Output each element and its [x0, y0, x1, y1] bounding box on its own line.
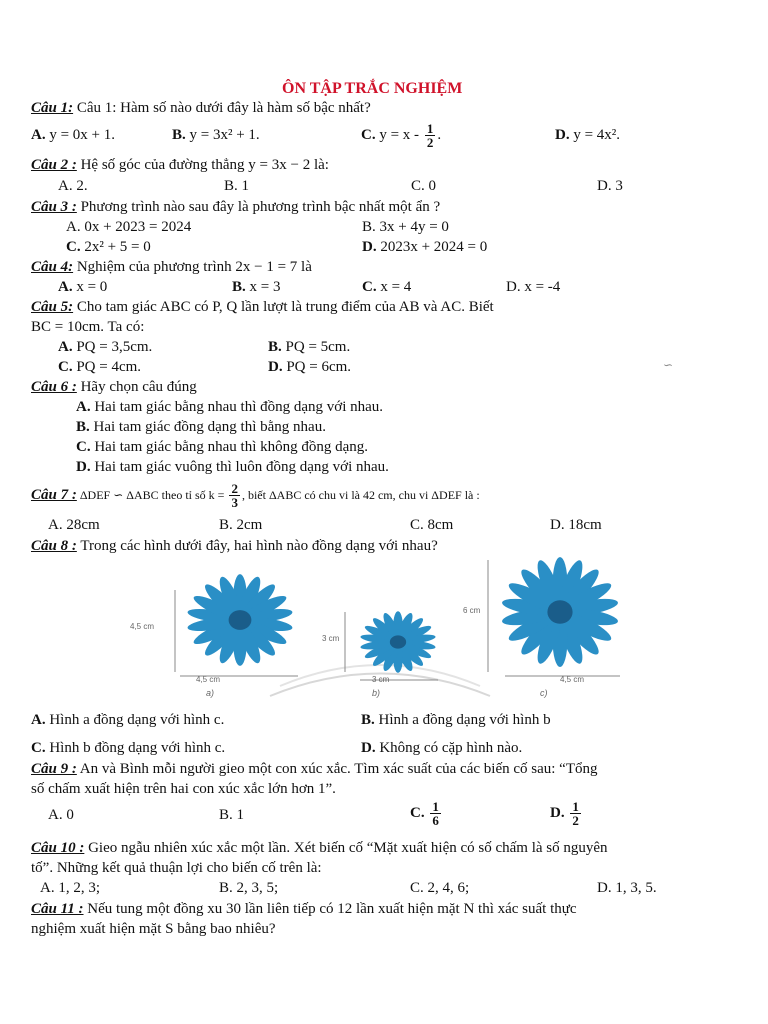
q3-option-c: C. 2x² + 5 = 0	[66, 239, 151, 255]
q4-option-b: B. x = 3	[232, 279, 281, 295]
q6-option-b: B. Hai tam giác đồng dạng thì bằng nhau.	[76, 419, 326, 435]
question-text: Trong các hình dưới đây, hai hình nào đồng dạng với nhau?	[76, 538, 438, 554]
flower-c	[501, 557, 619, 667]
q5-option-a: A. PQ = 3,5cm.	[58, 339, 153, 355]
question-text: Nghiệm của phương trình 2x − 1 = 7 là	[73, 259, 312, 275]
fraction: $\frac{2}{3}$	[231, 481, 238, 510]
question-5: Câu 5: Cho tam giác ABC có P, Q lần lượt là trung điểm của AB và AC. Biết	[31, 299, 494, 315]
q2-option-a: A. 2.	[58, 178, 88, 194]
question-9-cont: số chấm xuất hiện trên hai con xúc xắc lớn hơn 1”.	[31, 781, 336, 797]
q9-option-b: B. 1	[219, 807, 245, 823]
q9-option-a: A. 0	[48, 807, 74, 823]
q4-option-a: A. x = 0	[58, 279, 108, 295]
q6-option-c: C. Hai tam giác bằng nhau thì không đồng dạng.	[76, 439, 369, 455]
q2-option-c: C. 0	[411, 178, 437, 194]
fig-c-height: 6 cm	[463, 606, 481, 615]
q1-option-c: C. y = x - $\frac{1}{2}$ .	[361, 121, 442, 150]
question-text: Nếu tung một đồng xu 30 lần liên tiếp có 12 lần xuất hiện mặt N thì xác suất thực	[83, 901, 577, 917]
question-9: Câu 9 : An và Bình mỗi người gieo một con xúc xắc. Tìm xác suất của các biến cố sau: “Tổng	[31, 761, 598, 777]
fraction: $\frac{1}{2}$	[572, 799, 579, 828]
q4-option-c: C. x = 4	[362, 279, 412, 295]
q1-option-a: A. y = 0x + 1.	[31, 127, 116, 143]
fig-c-width: 4,5 cm	[560, 675, 585, 684]
q1-option-d: D. y = 4x².	[555, 127, 621, 143]
fig-b-tag: b)	[372, 688, 381, 698]
q8-option-a: A. Hình a đồng dạng với hình c.	[31, 712, 225, 728]
q9-option-d: D. $\frac{1}{2}$	[550, 799, 579, 828]
fig-b-width: 3 cm	[372, 675, 390, 684]
question-text: Phương trình nào sau đây là phương trình bậc nhất một ẩn ?	[76, 199, 441, 215]
question-text: Cho tam giác ABC có P, Q lần lượt là trung điểm của AB và AC. Biết	[73, 299, 494, 315]
fig-a-tag: a)	[206, 688, 215, 698]
q8-option-d: D. Không có cặp hình nào.	[361, 740, 523, 756]
question-7: Câu 7 : ΔDEF ∽ ΔABC theo tỉ số k = $\frac{2}{3}$ , biết ΔABC có chu vi là 42 cm, chu vi ΔDEF là :	[31, 481, 480, 510]
q3-option-a: A. 0x + 2023 = 2024	[66, 219, 192, 235]
q9-option-c: C. $\frac{1}{6}$	[410, 799, 439, 828]
question-3: Câu 3 : Phương trình nào sau đây là phương trình bậc nhất một ẩn ?	[31, 199, 441, 215]
question-11-cont: nghiệm xuất hiện mặt S bằng bao nhiêu?	[31, 921, 276, 937]
q7-option-d: D. 18cm	[550, 517, 602, 533]
question-5-cont: BC = 10cm. Ta có:	[31, 319, 145, 335]
question-10-cont: tố”. Những kết quả thuận lợi cho biến cố trên là:	[31, 860, 322, 876]
q2-option-b: B. 1	[224, 178, 250, 194]
fraction: $\frac{1}{2}$	[426, 121, 434, 150]
q4-option-d: D. x = -4	[506, 279, 561, 295]
q5-option-b: B. PQ = 5cm.	[268, 339, 351, 355]
flower-a	[186, 574, 293, 666]
question-1	[31, 100, 371, 117]
question-11: Câu 11 : Nếu tung một đồng xu 30 lần liên tiếp có 12 lần xuất hiện mặt N thì xác suất thực	[31, 901, 577, 917]
fraction: $\frac{1}{6}$	[432, 799, 439, 828]
q2-option-d: D. 3	[597, 178, 623, 194]
q7-option-a: A. 28cm	[48, 517, 100, 533]
q10-option-c: C. 2, 4, 6;	[410, 880, 470, 896]
q8-option-b: B. Hình a đồng dạng với hình b	[361, 712, 551, 728]
q10-option-d: D. 1, 3, 5.	[597, 880, 657, 896]
question-text: An và Bình mỗi người gieo một con xúc xắc. Tìm xác suất của các biến cố sau: “Tổng	[76, 761, 598, 777]
fig-c-tag: c)	[540, 688, 548, 698]
q3-option-d: D. 2023x + 2024 = 0	[362, 239, 488, 255]
q5-option-d: D. PQ = 6cm.	[268, 359, 352, 375]
similar-symbol-icon: ∽	[663, 358, 674, 372]
question-text: Hãy chọn câu đúng	[76, 379, 197, 395]
q8-option-c: C. Hình b đồng dạng với hình c.	[31, 740, 226, 756]
q7-option-c: C. 8cm	[410, 517, 454, 533]
q5-option-c: C. PQ = 4cm.	[58, 359, 142, 375]
q3-option-b: B. 3x + 4y = 0	[362, 219, 449, 235]
question-2: Câu 2 : Hệ số góc của đường thẳng y = 3x − 2 là:	[31, 157, 329, 173]
question-8: Câu 8 : Trong các hình dưới đây, hai hình nào đồng dạng với nhau?	[31, 538, 438, 554]
flower-b	[360, 611, 437, 673]
q1-option-b: B. y = 3x² + 1.	[172, 127, 260, 143]
fig-b-height: 3 cm	[322, 634, 340, 643]
q7-option-b: B. 2cm	[219, 517, 263, 533]
q6-option-a: A. Hai tam giác bằng nhau thì đồng dạng với nhau.	[76, 399, 384, 415]
question-label: Câu 1:	[31, 100, 74, 116]
question-4: Câu 4: Nghiệm của phương trình 2x − 1 = 7 là	[31, 259, 312, 275]
question-text: Gieo ngẫu nhiên xúc xắc một lần. Xét biến cố “Mặt xuất hiện có số chấm là số nguyên	[84, 840, 608, 856]
q10-option-b: B. 2, 3, 5;	[219, 880, 279, 896]
question-6: Câu 6 : Hãy chọn câu đúng	[31, 379, 197, 395]
fig-a-width: 4,5 cm	[196, 675, 221, 684]
question-10: Câu 10 : Gieo ngẫu nhiên xúc xắc một lần. Xét biến cố “Mặt xuất hiện có số chấm là số nguyên	[31, 840, 608, 856]
page-title: ÔN TẬP TRẮC NGHIỆM	[282, 80, 463, 97]
question-text: Hệ số góc của đường thẳng y = 3x − 2 là:	[76, 157, 329, 173]
fig-a-height: 4,5 cm	[130, 622, 155, 631]
question-text: Câu 1: Hàm số nào dưới đây là hàm số bậc nhất?	[73, 100, 371, 116]
q10-option-a: A. 1, 2, 3;	[40, 880, 100, 896]
q6-option-d: D. Hai tam giác vuông thì luôn đồng dạng với nhau.	[76, 459, 389, 475]
